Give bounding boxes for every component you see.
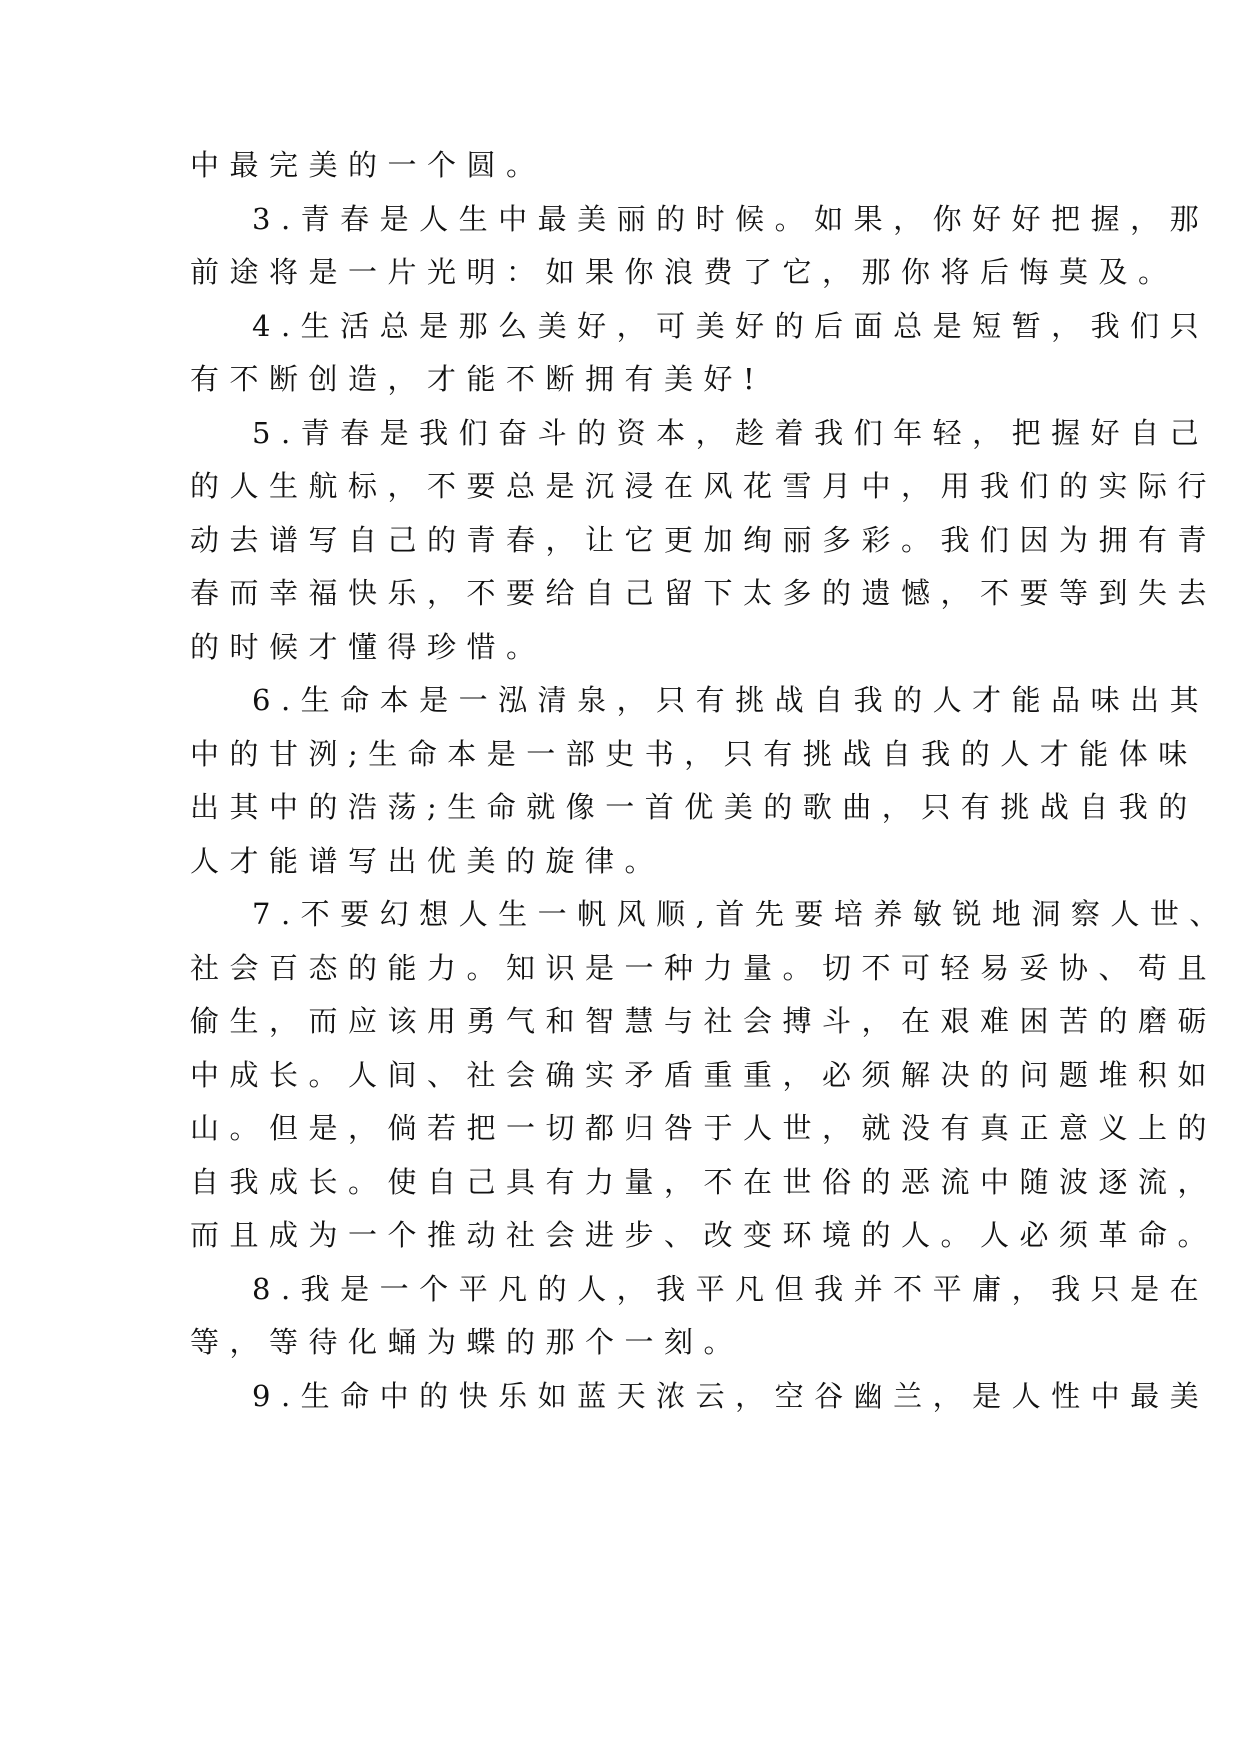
text-line: 人才能谱写出优美的旋律。 bbox=[190, 844, 665, 878]
text-line: 中最完美的一个圆。 bbox=[190, 148, 546, 182]
paragraph-8-line: 8.我是一个平凡的人，我平凡但我并不平庸，我只是在 bbox=[252, 1272, 1210, 1306]
text-line: 而且成为一个推动社会进步、改变环境的人。人必须革命。 bbox=[190, 1218, 1218, 1252]
text-line: 偷生，而应该用勇气和智慧与社会搏斗，在艰难困苦的磨砺 bbox=[190, 1004, 1218, 1038]
paragraph-6-line: 6.生命本是一泓清泉，只有挑战自我的人才能品味出其 bbox=[252, 683, 1210, 717]
text-line: 的时候才懂得珍惜。 bbox=[190, 630, 546, 664]
text-line: 中的甘洌;生命本是一部史书，只有挑战自我的人才能体味 bbox=[190, 737, 1198, 771]
paragraph-4-line: 4.生活总是那么美好，可美好的后面总是短暂，我们只 bbox=[252, 309, 1210, 343]
paragraph-7-line: 7.不要幻想人生一帆风顺,首先要培养敏锐地洞察人世、 bbox=[252, 897, 1229, 931]
text-line: 等，等待化蛹为蝶的那个一刻。 bbox=[190, 1325, 744, 1359]
text-line: 山。但是，倘若把一切都归咎于人世，就没有真正意义上的 bbox=[190, 1111, 1218, 1145]
text-line: 自我成长。使自己具有力量，不在世俗的恶流中随波逐流， bbox=[190, 1165, 1218, 1199]
text-line: 有不断创造，才能不断拥有美好! bbox=[190, 362, 766, 396]
text-line: 社会百态的能力。知识是一种力量。切不可轻易妥协、苟且 bbox=[190, 951, 1218, 985]
paragraph-9-line: 9.生命中的快乐如蓝天浓云，空谷幽兰，是人性中最美 bbox=[252, 1379, 1210, 1413]
paragraph-3-line: 3.青春是人生中最美丽的时候。如果，你好好把握，那 bbox=[252, 202, 1210, 236]
text-line: 春而幸福快乐，不要给自己留下太多的遗憾，不要等到失去 bbox=[190, 576, 1218, 610]
text-line: 中成长。人间、社会确实矛盾重重，必须解决的问题堆积如 bbox=[190, 1058, 1218, 1092]
text-line: 动去谱写自己的青春，让它更加绚丽多彩。我们因为拥有青 bbox=[190, 523, 1218, 557]
text-line: 的人生航标，不要总是沉浸在风花雪月中，用我们的实际行 bbox=[190, 469, 1218, 503]
text-line: 前途将是一片光明：如果你浪费了它，那你将后悔莫及。 bbox=[190, 255, 1178, 289]
text-line: 出其中的浩荡;生命就像一首优美的歌曲，只有挑战自我的 bbox=[190, 790, 1198, 824]
paragraph-5-line: 5.青春是我们奋斗的资本，趁着我们年轻，把握好自己 bbox=[252, 416, 1210, 450]
